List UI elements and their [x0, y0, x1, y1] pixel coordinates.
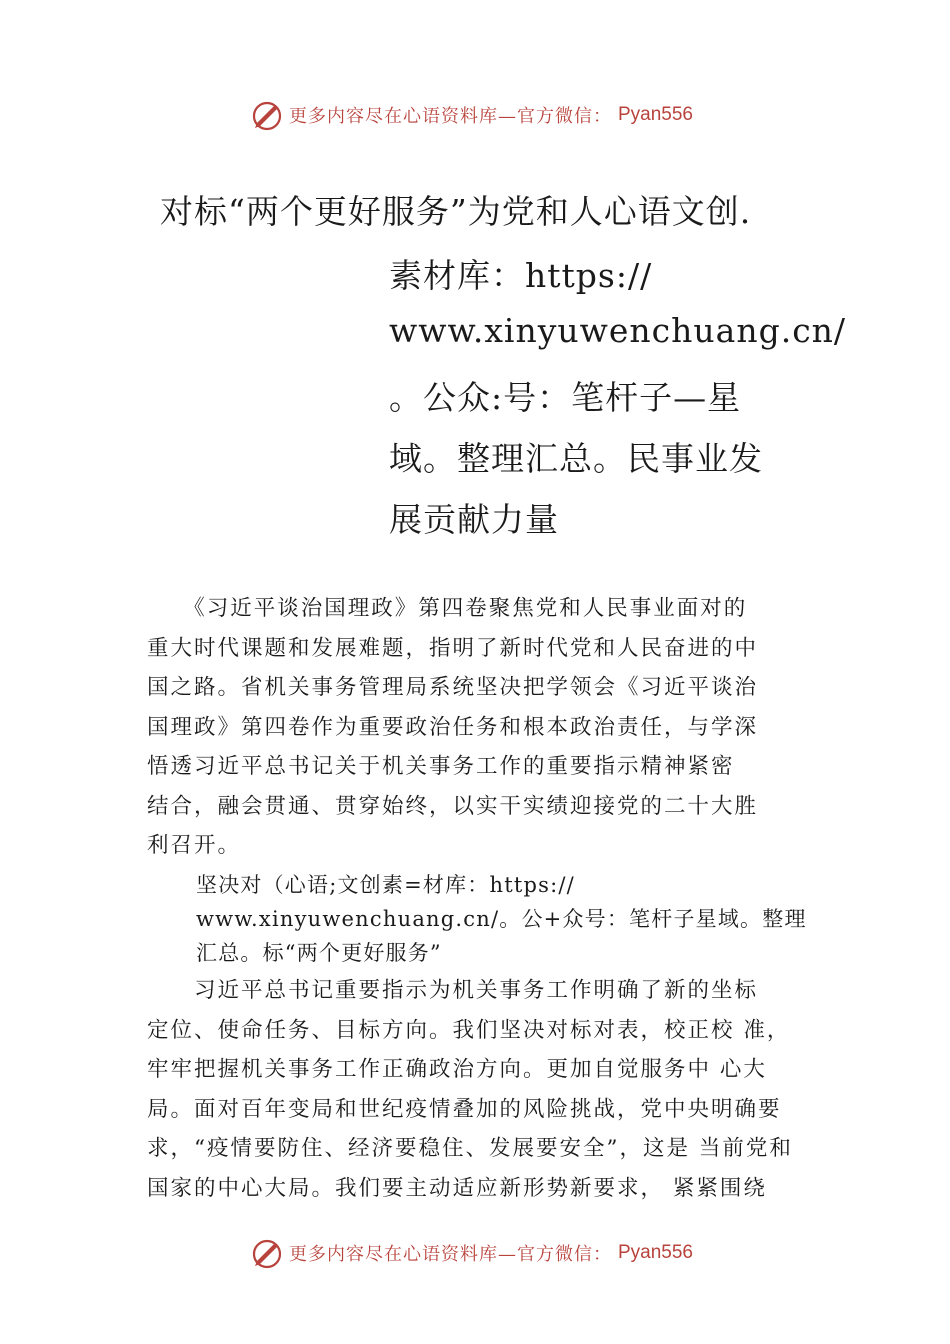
- pen-logo-icon: [249, 1235, 285, 1271]
- paragraph-line: 国理政》第四卷作为重要政治任务和根本政治责任，与学深: [147, 714, 759, 740]
- paragraph-line: 定位、使命任务、目标方向。我们坚决对标对表，校正校 准，: [147, 1017, 791, 1043]
- title-line-5: 域。整理汇总。民事业发: [389, 439, 763, 478]
- paragraph-line: 重大时代课题和发展难题，指明了新时代党和人民奋进的中: [147, 635, 759, 661]
- header-banner: [0, 90, 950, 140]
- banner-text: 更多内容尽在心语资料库—官方微信：: [288, 1244, 612, 1265]
- paragraph-line: www.xinyuwenchuang.cn/。公+众号：笔杆子星域。整理: [196, 907, 807, 931]
- body-paragraph-1: [147, 589, 837, 866]
- body-paragraph-2: [196, 868, 886, 970]
- title-line-2: 素材库：https://: [389, 256, 653, 295]
- paragraph-line: 国家的中心大局。我们要主动适应新形势新要求， 紧紧围绕: [147, 1175, 767, 1201]
- banner-wechat-id: Pyan556: [617, 1242, 693, 1263]
- title-line-4: 。公众:号：笔杆子—星: [389, 378, 742, 417]
- banner-text: 更多内容尽在心语资料库—官方微信：: [288, 106, 612, 127]
- paragraph-line: 局。面对百年变局和世纪疫情叠加的风险挑战，党中央明确要: [147, 1096, 782, 1122]
- paragraph-line: 《习近平谈治国理政》第四卷聚焦党和人民事业面对的: [147, 596, 748, 621]
- paragraph-line: 国之路。省机关事务管理局系统坚决把学领会《习近平谈治: [147, 675, 759, 700]
- paragraph-line: 求，“疫情要防住、经济要稳住、发展要安全”，这是 当前党和: [147, 1136, 793, 1161]
- title-line-3: www.xinyuwenchuang.cn/: [389, 311, 847, 350]
- paragraph-line: 悟透习近平总书记关于机关事务工作的重要指示精神紧密: [147, 754, 735, 779]
- pen-logo-icon: [249, 97, 285, 133]
- paragraph-line: 汇总。标“两个更好服务”: [196, 941, 442, 965]
- paragraph-line: 结合，融会贯通、贯穿始终，以实干实绩迎接党的二十大胜: [147, 793, 759, 819]
- paragraph-line: 牢牢把握机关事务工作正确政治方向。更加自觉服务中 心大: [147, 1057, 767, 1082]
- paragraph-line: 坚决对（心语;文创素=材库：https://: [196, 873, 575, 897]
- footer-banner: [0, 1228, 950, 1278]
- paragraph-line: 利召开。: [147, 833, 242, 858]
- body-paragraph-3: [147, 971, 837, 1208]
- document-title: 对标“两个更好服务”为党和人心语文创.: [160, 192, 752, 231]
- title-line-6: 展贡献力量: [389, 500, 559, 539]
- paragraph-line: 习近平总书记重要指示为机关事务工作明确了新的坐标: [147, 978, 759, 1003]
- banner-wechat-id: Pyan556: [617, 104, 693, 125]
